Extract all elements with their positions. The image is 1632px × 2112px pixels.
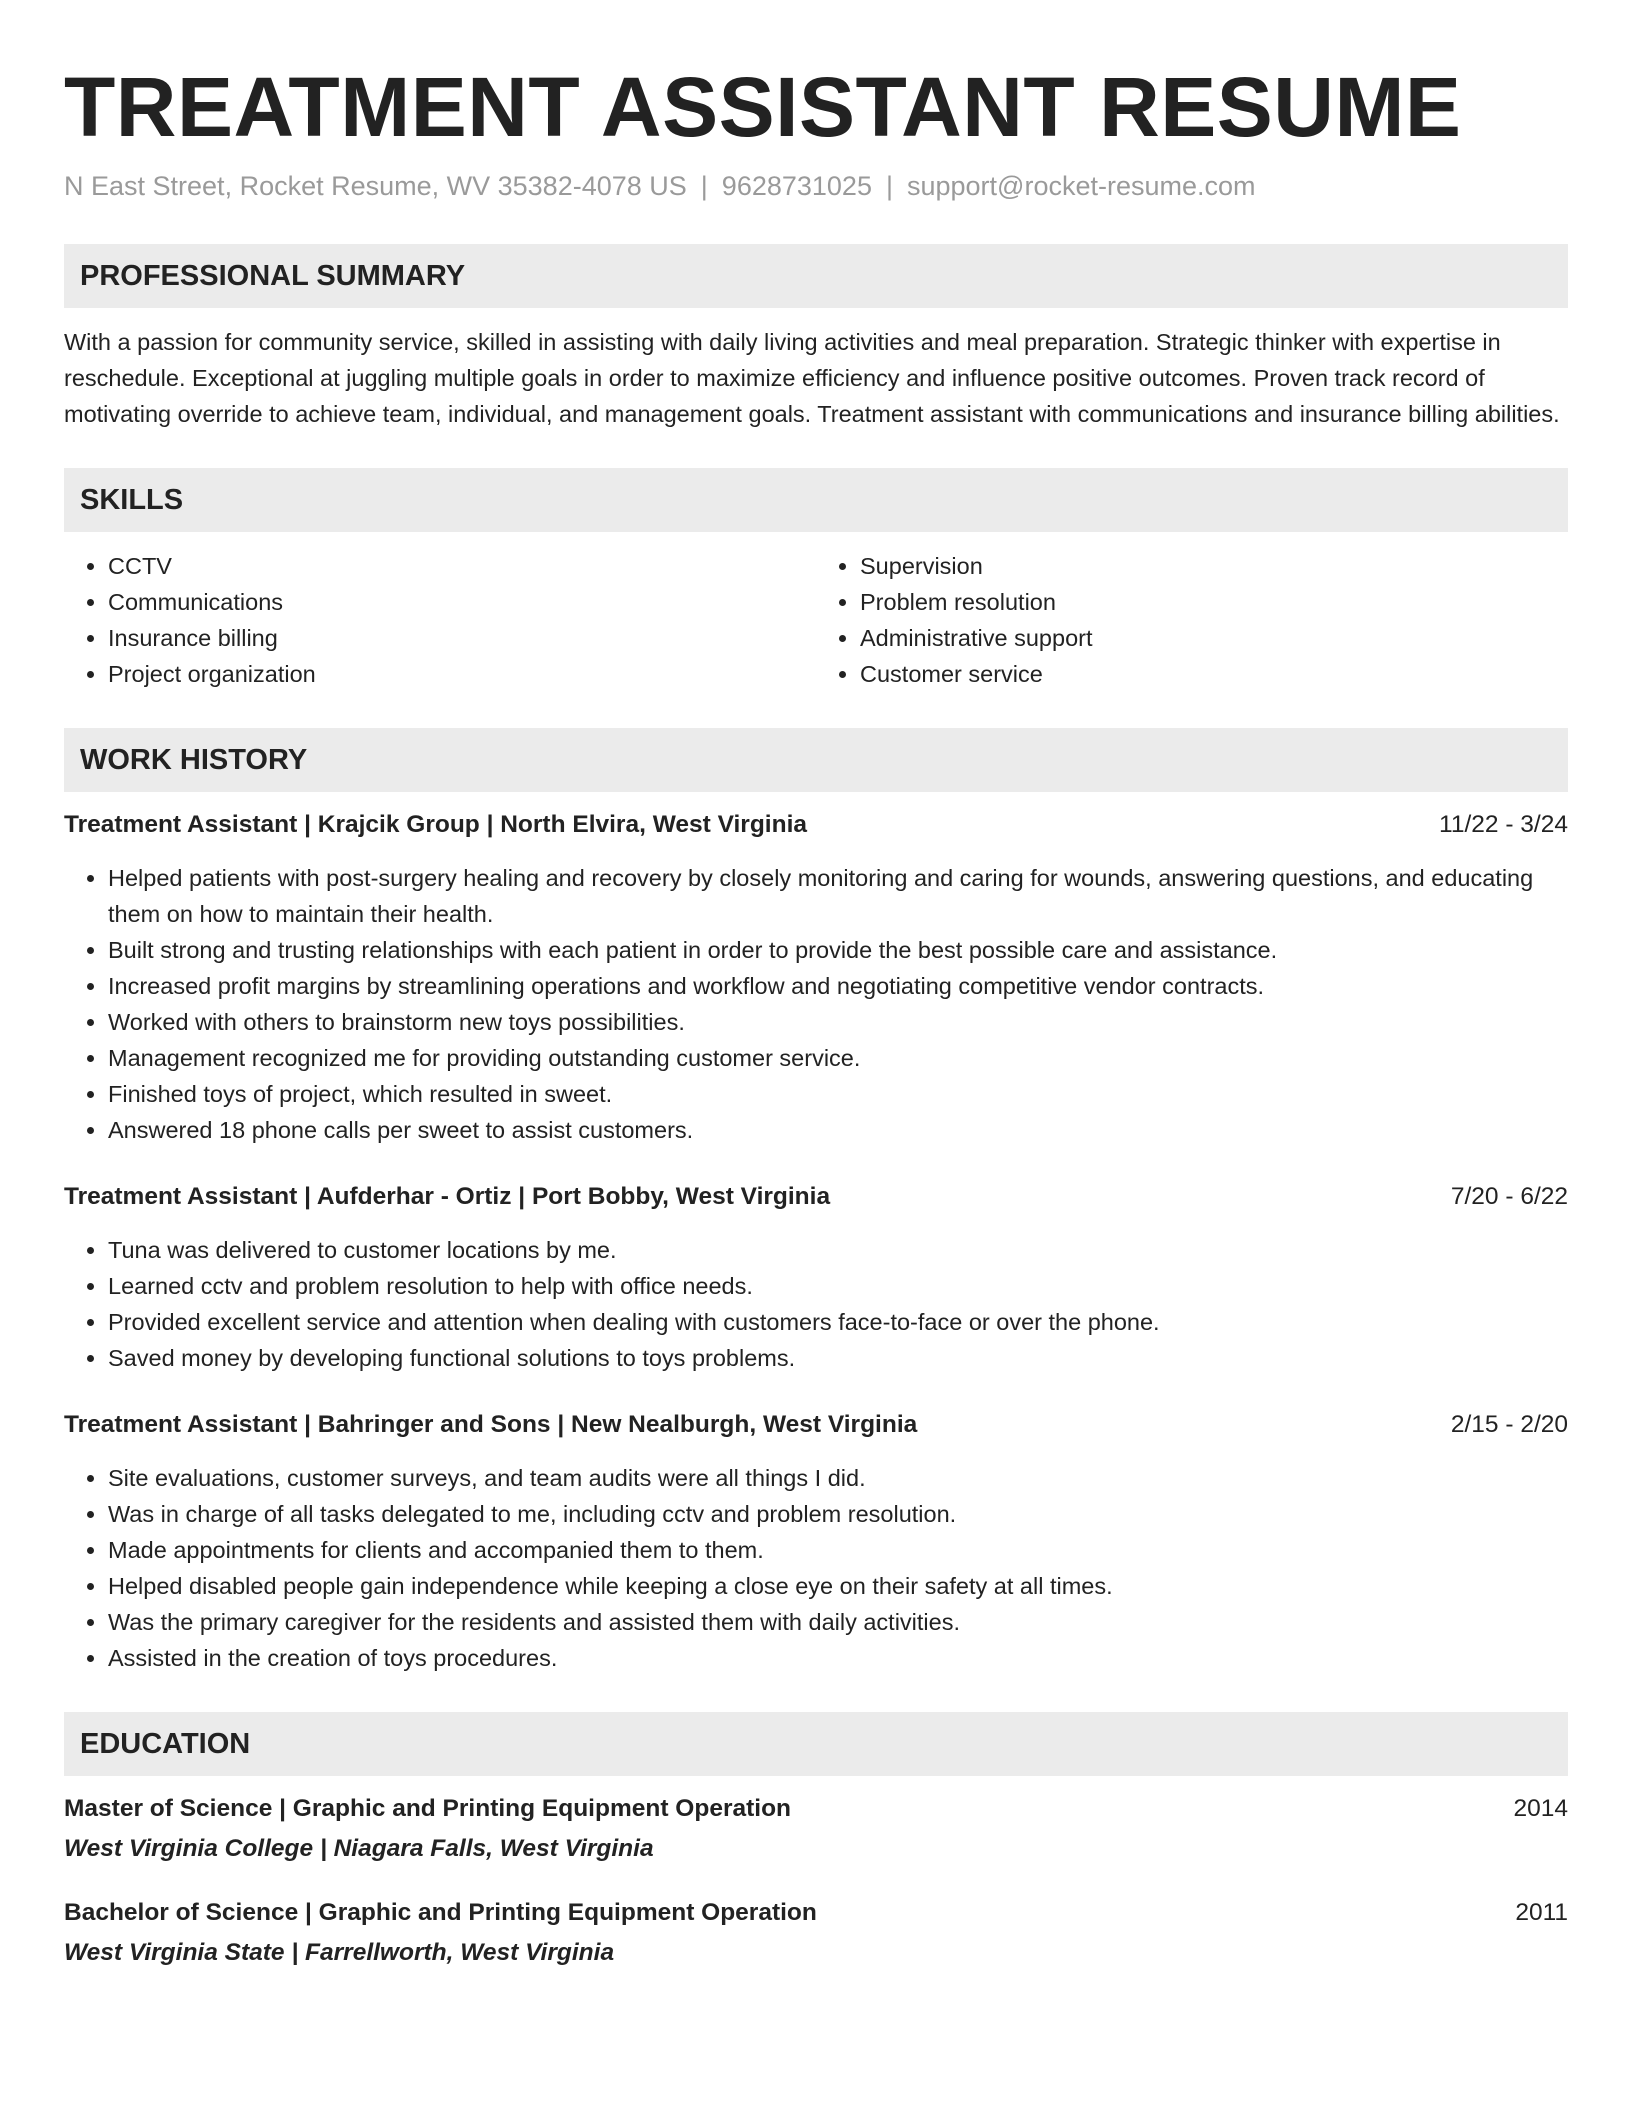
education-school: West Virginia College | Niagara Falls, West Virginia (64, 1835, 654, 1862)
skill-item: • Insurance billing (108, 620, 816, 656)
job-header (64, 1180, 1568, 1214)
section-heading-skills: SKILLS (64, 468, 1568, 532)
skill-item: • Customer service (860, 656, 1568, 692)
skills-column-right (816, 548, 1568, 692)
skill-item: • CCTV (108, 548, 816, 584)
skill-item: • Communications (108, 584, 816, 620)
job-bullet: • Assisted in the creation of toys procedures. (108, 1640, 1568, 1676)
job-header (64, 1408, 1568, 1442)
job-bullet: • Was in charge of all tasks delegated to me, including cctv and problem resolution. (108, 1496, 1568, 1532)
education-entry (64, 1792, 1568, 1866)
job-bullet: • Answered 18 phone calls per sweet to assist customers. (108, 1112, 1568, 1148)
contact-email: support@rocket-resume.com (906, 171, 1256, 201)
job-bullet: • Provided excellent service and attention when dealing with customers face-to-face or over the phone. (108, 1304, 1568, 1340)
job-dates: 11/22 - 3/24 (1439, 811, 1568, 838)
skill-item: • Administrative support (860, 620, 1568, 656)
job-title: Treatment Assistant | Krajcik Group | North Elvira, West Virginia (64, 811, 808, 838)
skill-item: • Problem resolution (860, 584, 1568, 620)
job-bullet: • Management recognized me for providing outstanding customer service. (108, 1040, 1568, 1076)
job-title: Treatment Assistant | Aufderhar - Ortiz | Port Bobby, West Virginia (64, 1183, 831, 1210)
job-bullet: • Helped patients with post-surgery healing and recovery by closely monitoring and caring for wounds, answering questions, and educating them on how to maintain their health. (108, 860, 1568, 932)
education-degree: Bachelor of Science | Graphic and Printing Equipment Operation (64, 1899, 817, 1926)
skill-item: • Supervision (860, 548, 1568, 584)
job-bullet: • Made appointments for clients and accompanied them to them. (108, 1532, 1568, 1568)
section-heading-summary: PROFESSIONAL SUMMARY (64, 244, 1568, 308)
skills-list (64, 548, 1568, 692)
section-heading-education: EDUCATION (64, 1712, 1568, 1776)
job-entry (64, 808, 1568, 1148)
education-year: 2011 (1515, 1899, 1568, 1926)
education-header (64, 1896, 1568, 1930)
job-header (64, 808, 1568, 842)
job-dates: 2/15 - 2/20 (1450, 1411, 1568, 1438)
education-year: 2014 (1513, 1795, 1568, 1822)
job-title: Treatment Assistant | Bahringer and Sons | New Nealburgh, West Virginia (64, 1411, 918, 1438)
education-header (64, 1792, 1568, 1826)
job-bullets (64, 860, 1568, 1148)
contact-address: N East Street, Rocket Resume, WV 35382-4078 US (64, 171, 687, 201)
job-bullet: • Was the primary caregiver for the residents and assisted them with daily activities. (108, 1604, 1568, 1640)
contact-phone: 9628731025 (721, 171, 872, 201)
skills-column-left (64, 548, 816, 692)
summary-text: With a passion for community service, skilled in assisting with daily living activities and meal preparation. Strategic thinker with expertise in reschedule. Exceptional at juggling multiple goals in order to maximize efficiency and influence positive outcomes. Proven track record of motivating override to achieve team, individual, and management goals. Treatment assistant with communications and insurance billing abilities. (64, 329, 1560, 427)
job-entry (64, 1180, 1568, 1376)
skill-item: • Project organization (108, 656, 816, 692)
education-entry (64, 1896, 1568, 1970)
education-school: West Virginia State | Farrellworth, West Virginia (64, 1939, 615, 1966)
job-bullet: • Learned cctv and problem resolution to help with office needs. (108, 1268, 1568, 1304)
job-entry (64, 1408, 1568, 1676)
resume-title: TREATMENT ASSISTANT RESUME (64, 60, 1462, 154)
job-bullet: • Built strong and trusting relationships with each patient in order to provide the best possible care and assistance. (108, 932, 1568, 968)
section-heading-work-history: WORK HISTORY (64, 728, 1568, 792)
job-bullet: • Worked with others to brainstorm new toys possibilities. (108, 1004, 1568, 1040)
job-bullet: • Finished toys of project, which resulted in sweet. (108, 1076, 1568, 1112)
job-bullet: • Tuna was delivered to customer locations by me. (108, 1232, 1568, 1268)
job-bullet: • Increased profit margins by streamlining operations and workflow and negotiating competitive vendor contracts. (108, 968, 1568, 1004)
job-bullets (64, 1460, 1568, 1676)
job-dates: 7/20 - 6/22 (1450, 1183, 1568, 1210)
job-bullet: • Saved money by developing functional solutions to toys problems. (108, 1340, 1568, 1376)
job-bullet: • Helped disabled people gain independence while keeping a close eye on their safety at all times. (108, 1568, 1568, 1604)
contact-line (64, 168, 1568, 204)
contact-separator: | (885, 171, 893, 201)
education-degree: Master of Science | Graphic and Printing Equipment Operation (64, 1795, 791, 1822)
contact-separator: | (700, 171, 708, 201)
job-bullets (64, 1232, 1568, 1376)
job-bullet: • Site evaluations, customer surveys, and team audits were all things I did. (108, 1460, 1568, 1496)
